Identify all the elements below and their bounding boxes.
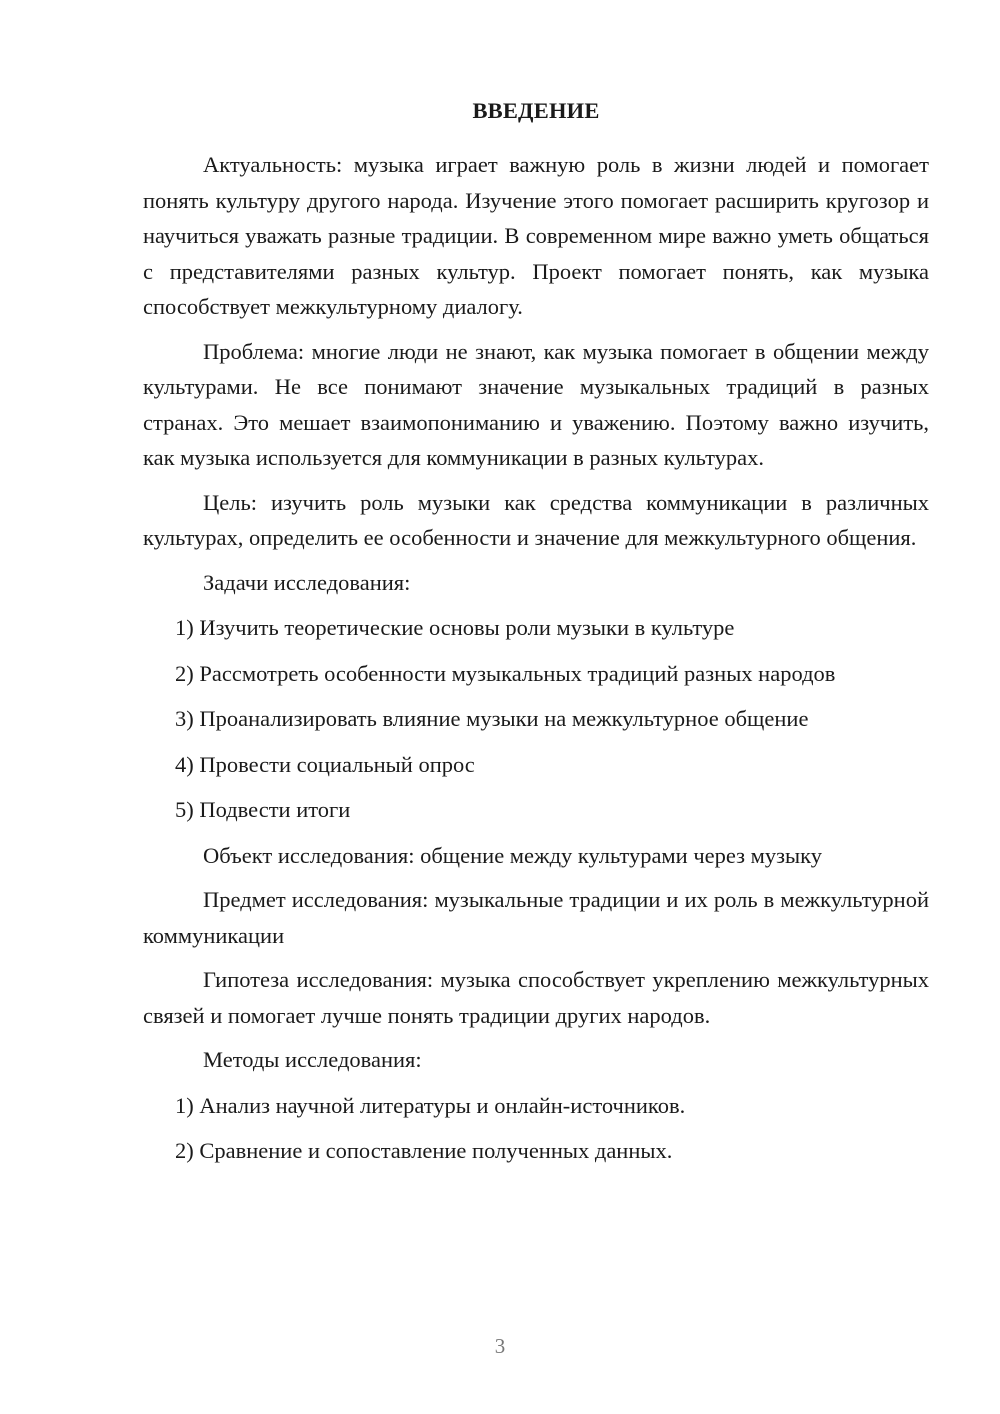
tasks-heading: Задачи исследования: bbox=[203, 569, 411, 595]
list-item: 1) Изучить теоретические основы роли музыки в культуре bbox=[175, 615, 735, 640]
list-item: 2) Сравнение и сопоставление полученных данных. bbox=[175, 1138, 673, 1163]
section-title: ВВЕДЕНИЕ bbox=[472, 98, 600, 123]
problem-paragraph: Проблема: многие люди не знают, как музыка помогает в общении между культурами. Не все понимают значение музыкальных традиций в разных странах. Это мешает взаимопониманию и уважению. Поэтому важно изучить, как музыка используется для коммуникации в разных культурах. bbox=[143, 338, 929, 470]
subject-paragraph: Предмет исследования: музыкальные традиции и их роль в межкультурной коммуникации bbox=[143, 887, 929, 948]
methods-heading: Методы исследования: bbox=[203, 1047, 422, 1072]
relevance-paragraph: Актуальность: музыка играет важную роль в жизни людей и помогает понять культуру другого народа. Изучение этого помогает расширить кругозор и научиться уважать разные традиции. В современном мире важно уметь общаться с представителями разных культур. Проект помогает понять, как музыка способствует межкультурному диалогу. bbox=[143, 152, 929, 319]
document-page bbox=[143, 96, 929, 1179]
list-item: 1) Анализ научной литературы и онлайн-источников. bbox=[175, 1092, 686, 1118]
list-item: 5) Подвести итоги bbox=[175, 797, 351, 822]
goal-paragraph: Цель: изучить роль музыки как средства коммуникации в различных культурах, определить ее особенности и значение для межкультурного общения. bbox=[143, 489, 929, 550]
methods-list bbox=[143, 1088, 929, 1169]
object-paragraph: Объект исследования: общение между культурами через музыку bbox=[203, 842, 823, 868]
hypothesis-paragraph: Гипотеза исследования: музыка способствует укреплению межкультурных связей и помогает лучше понять традиции других народов. bbox=[143, 967, 929, 1028]
list-item: 2) Рассмотреть особенности музыкальных традиций разных народов bbox=[175, 660, 836, 686]
page-number: 3 bbox=[494, 1334, 506, 1358]
list-item: 4) Провести социальный опрос bbox=[175, 751, 475, 777]
list-item: 3) Проанализировать влияние музыки на межкультурное общение bbox=[175, 706, 809, 731]
tasks-list bbox=[143, 610, 929, 828]
